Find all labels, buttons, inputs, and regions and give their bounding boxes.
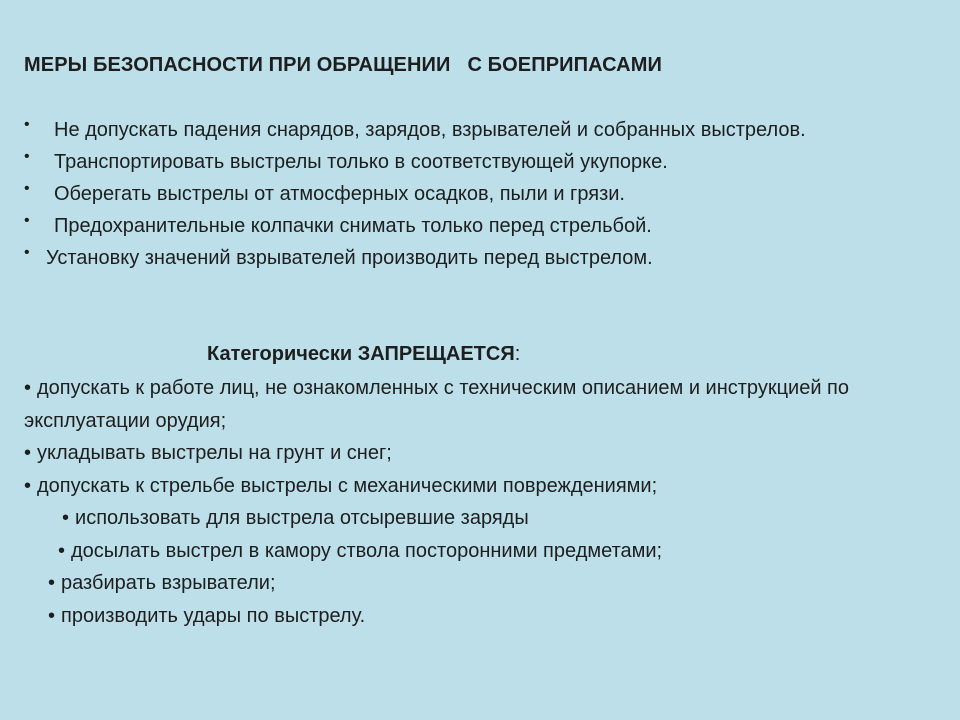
list-item xyxy=(24,502,924,535)
forbidden-text: укладывать выстрелы на грунт и снег; xyxy=(37,442,392,464)
forbidden-heading-bold: Категорически ЗАПРЕЩАЕТСЯ xyxy=(207,343,515,365)
list-item xyxy=(24,148,924,177)
list-item xyxy=(24,180,924,209)
list-item xyxy=(24,116,924,145)
list-item xyxy=(24,535,924,568)
list-item xyxy=(24,437,924,470)
bullet-icon: • xyxy=(62,507,70,529)
list-item xyxy=(24,372,924,437)
rule-text: Не допускать падения снарядов, зарядов, взрывателей и собранных выстрелов. xyxy=(54,119,806,141)
bullet-icon: • xyxy=(58,539,66,562)
rule-text: Установку значений взрывателей производить перед выстрелом. xyxy=(46,247,653,269)
slide-title: МЕРЫ БЕЗОПАСНОСТИ ПРИ ОБРАЩЕНИИ С БОЕПРИПАСАМИ xyxy=(24,54,662,76)
list-item xyxy=(24,600,924,633)
bullet-icon: • xyxy=(24,116,30,133)
forbidden-text: досылать выстрел в камору ствола посторонними предметами; xyxy=(71,539,663,562)
forbidden-list xyxy=(24,372,924,632)
forbidden-heading xyxy=(207,343,520,366)
rule-text: Транспортировать выстрелы только в соответствующей укупорке. xyxy=(54,151,668,173)
rule-text: Предохранительные колпачки снимать только перед стрельбой. xyxy=(54,215,652,237)
bullet-icon: • xyxy=(24,377,32,399)
bullet-icon: • xyxy=(24,212,30,229)
forbidden-text: производить удары по выстрелу. xyxy=(61,604,366,627)
list-item xyxy=(24,244,924,273)
rule-text: Оберегать выстрелы от атмосферных осадков, пыли и грязи. xyxy=(54,183,625,205)
list-item xyxy=(24,212,924,241)
bullet-icon: • xyxy=(24,180,30,197)
forbidden-text: допускать к стрельбе выстрелы с механическими повреждениями; xyxy=(37,474,658,497)
list-item xyxy=(24,470,924,503)
forbidden-heading-suffix: : xyxy=(514,343,521,365)
bullet-icon: • xyxy=(48,572,56,594)
bullet-icon: • xyxy=(48,604,56,627)
forbidden-text: использовать для выстрела отсыревшие заряды xyxy=(75,507,529,529)
bullet-icon: • xyxy=(24,244,30,261)
bullet-icon: • xyxy=(24,148,30,165)
forbidden-text: допускать к работе лиц, не ознакомленных с техническим описанием и инструкцией по эксплуатации орудия; xyxy=(24,377,850,432)
safety-rules-list xyxy=(24,116,924,276)
bullet-icon: • xyxy=(24,474,32,497)
forbidden-text: разбирать взрыватели; xyxy=(61,572,276,594)
list-item xyxy=(24,567,924,600)
bullet-icon: • xyxy=(24,442,32,464)
